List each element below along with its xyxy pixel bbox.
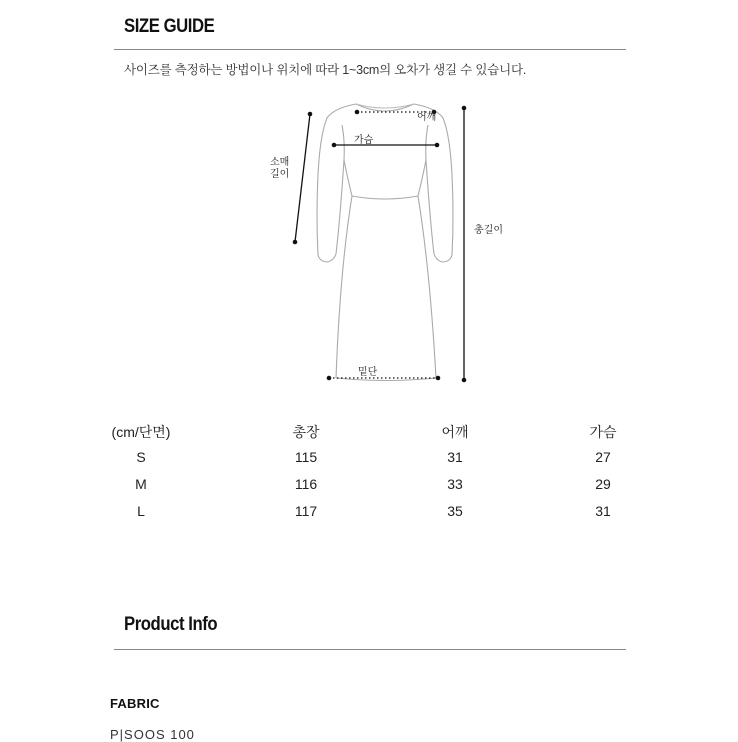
label-chest: 가슴 <box>354 135 374 146</box>
product-info-divider <box>114 649 626 650</box>
table-header-chest: 가슴 <box>589 424 617 440</box>
product-info-title: Product Info <box>124 614 218 635</box>
label-sleeve-line1: 소매 <box>270 157 290 168</box>
table-cell-size: M <box>135 476 147 492</box>
label-shoulder: 어깨 <box>417 112 437 123</box>
fabric-composition: P|SOOS 100 <box>110 727 195 742</box>
label-hem: 밑단 <box>358 367 378 378</box>
table-cell-chest: 27 <box>595 449 611 465</box>
table-cell-total-length: 117 <box>294 503 318 519</box>
table-cell-total-length: 116 <box>294 476 318 492</box>
table-cell-shoulder: 35 <box>447 503 463 519</box>
table-cell-shoulder: 33 <box>447 476 463 492</box>
table-cell-size: S <box>136 449 146 465</box>
label-total-length: 총길이 <box>474 225 503 236</box>
table-cell-chest: 31 <box>595 503 611 519</box>
table-cell-shoulder: 31 <box>447 449 463 465</box>
table-header-total-length: 총장 <box>292 424 320 440</box>
table-header-unit: (cm/단면) <box>111 424 171 440</box>
sleeve-measure-line <box>295 114 310 242</box>
size-guide-notice: 사이즈를 측정하는 방법이나 위치에 따라 1~3cm의 오차가 생길 수 있습니다. <box>124 63 527 77</box>
table-cell-size: L <box>137 503 145 519</box>
table-cell-chest: 29 <box>595 476 611 492</box>
label-sleeve-line2: 길이 <box>270 169 290 180</box>
size-guide-title: SIZE GUIDE <box>124 16 215 37</box>
measurement-endpoints <box>293 106 467 383</box>
fabric-heading: FABRIC <box>110 696 160 711</box>
table-cell-total-length: 115 <box>294 449 318 465</box>
table-header-shoulder: 어깨 <box>441 424 469 440</box>
